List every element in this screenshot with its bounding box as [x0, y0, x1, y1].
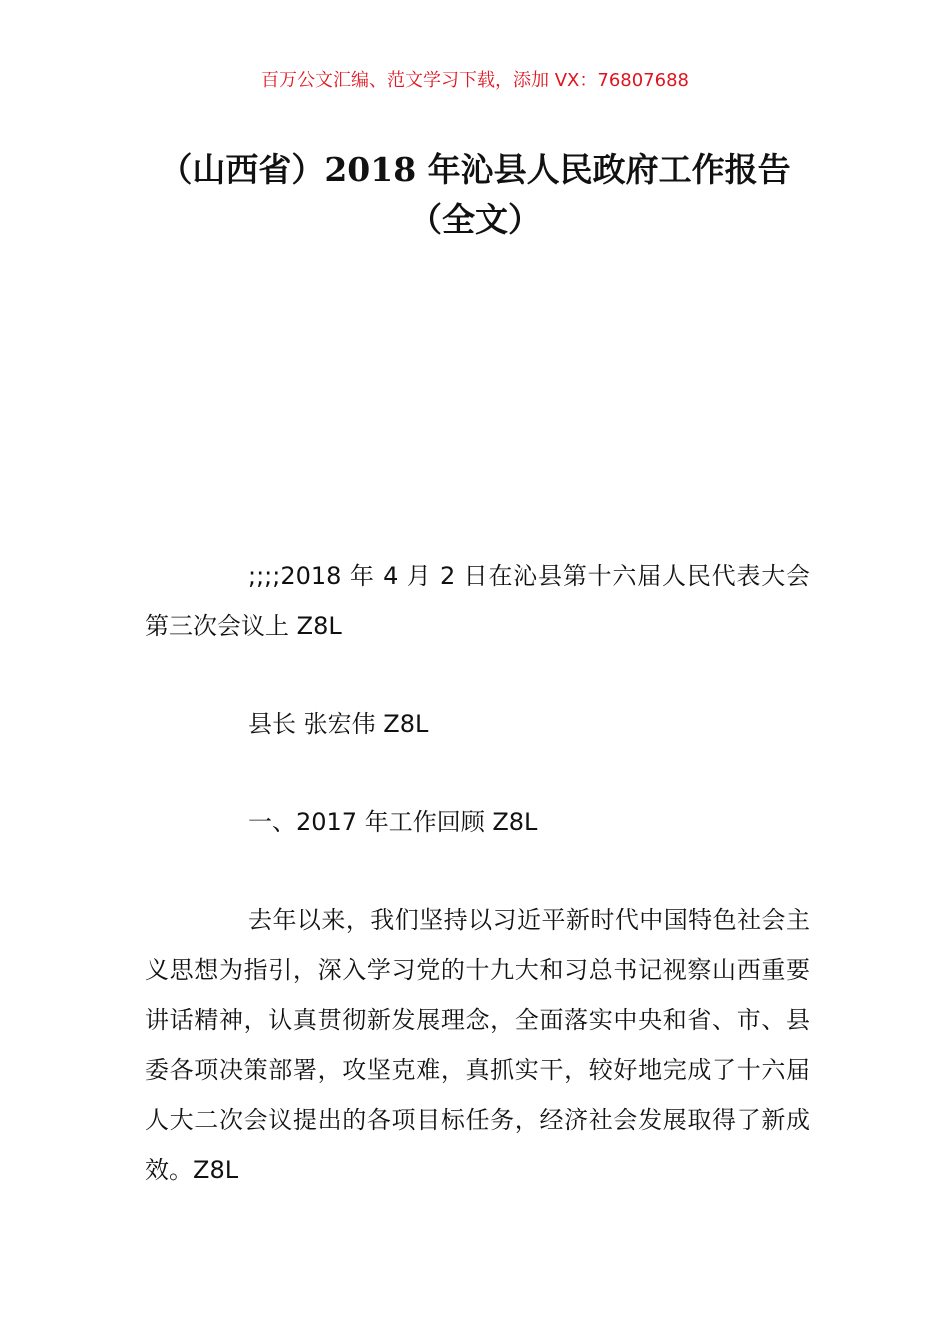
body-paragraph: 去年以来，我们坚持以习近平新时代中国特色社会主义思想为指引，深入学习党的十九大和习总书记视察山西重要讲话精神，认真贯彻新发展理念，全面落实中央和省、市、县委各项决策部署，攻坚克难，真抓实干，较好地完成了十六届人大二次会议提出的各项目标任务，经济社会发展取得了新成效。Z8L: [145, 906, 810, 1184]
document-body: [145, 551, 810, 1243]
speaker-paragraph: 县长 张宏伟 Z8L: [248, 710, 429, 738]
title-line-2: （全文）: [409, 200, 541, 239]
document-title: [120, 145, 830, 245]
title-line-1: （山西省）2018 年沁县人民政府工作报告: [159, 150, 791, 189]
meeting-info-paragraph: ;;;;2018 年 4 月 2 日在沁县第十六届人民代表大会第三次会议上 Z8L: [145, 562, 810, 640]
promo-banner: 百万公文汇编、范文学习下载，添加 VX：76807688: [261, 70, 689, 91]
section-heading: 一、2017 年工作回顾 Z8L: [248, 808, 538, 836]
